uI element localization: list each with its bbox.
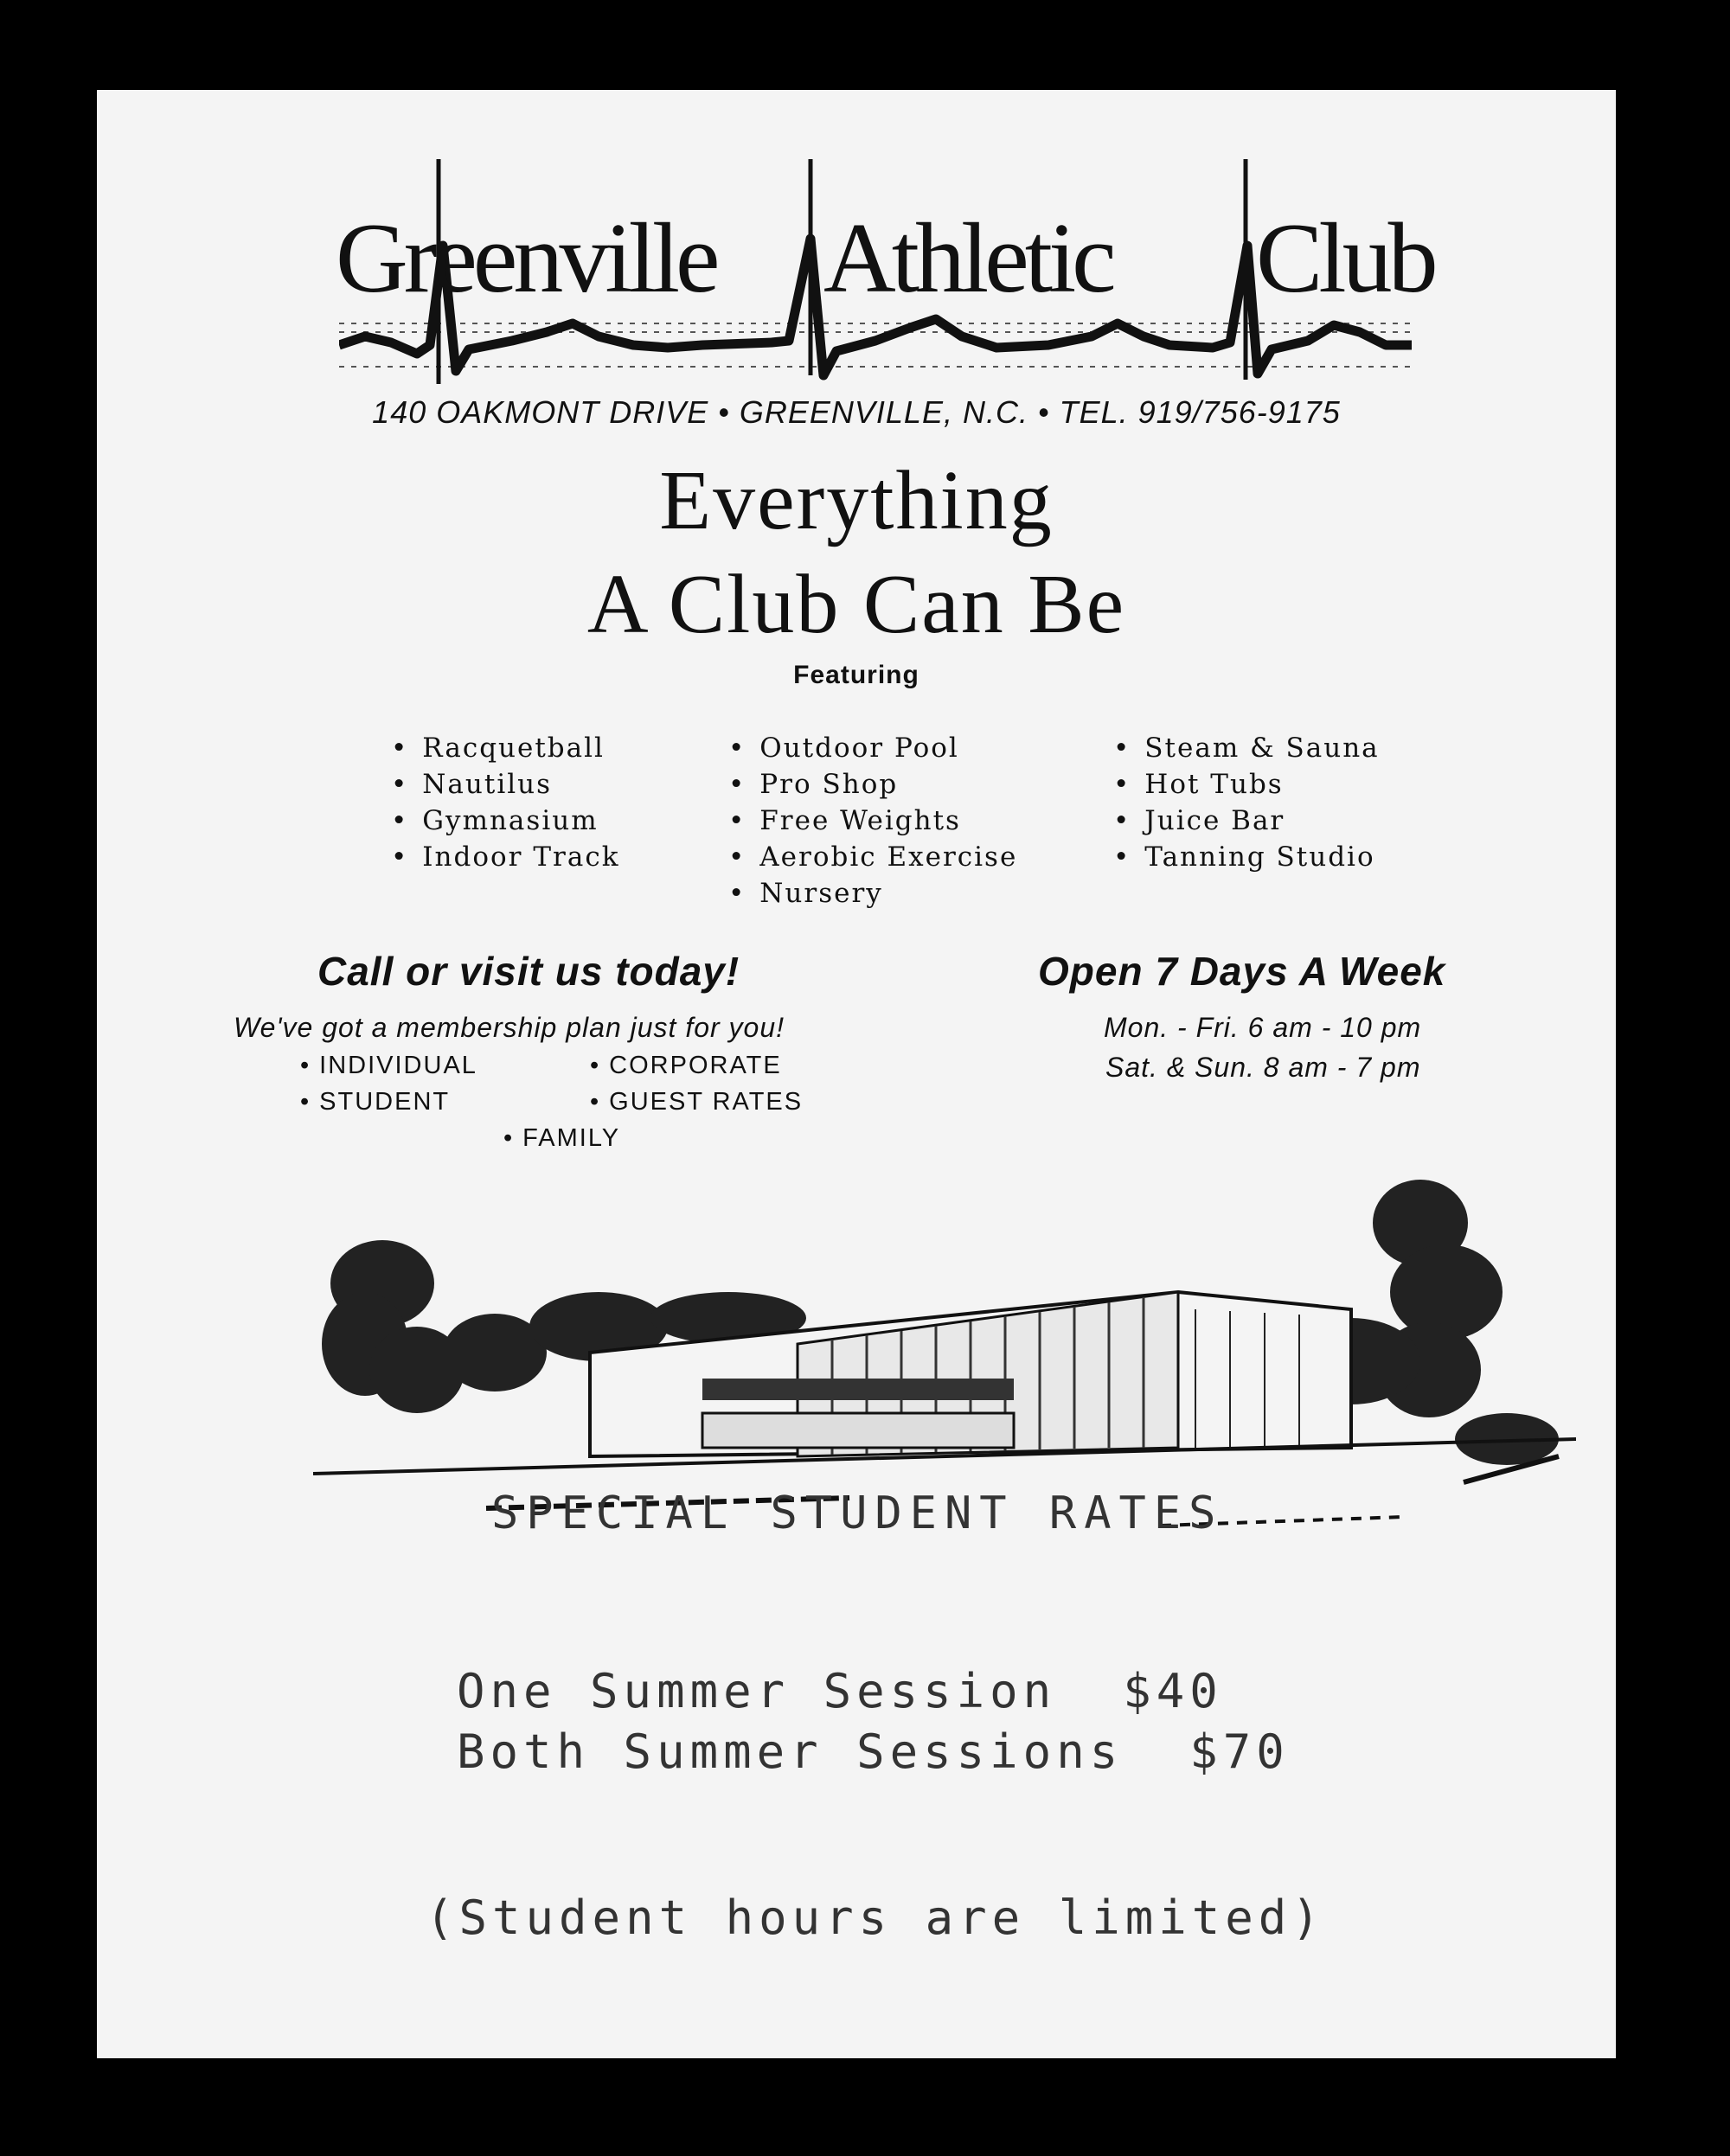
logo-word-greenville: Greenville [336,203,716,314]
features-column-2 [728,730,1017,912]
plan-item: • GUEST RATES [590,1088,803,1116]
feature-item: • Nursery [728,875,1017,912]
weekend-hours: Sat. & Sun. 8 am - 7 pm [1105,1052,1421,1083]
feature-item: • Gymnasium [391,803,619,839]
club-logo [336,159,1498,384]
feature-item: • Tanning Studio [1113,839,1380,875]
student-hours-note: (Student hours are limited) [426,1890,1325,1945]
special-rates-title: SPECIAL STUDENT RATES [491,1487,1224,1539]
club-address: 140 OAKMONT DRIVE • GREENVILLE, N.C. • TEL. 919/756-9175 [372,394,1341,430]
logo-word-athletic: Athletic [823,203,1112,314]
headline-line-2: A Club Can Be [586,558,1126,651]
feature-item: • Nautilus [391,766,619,803]
feature-item: • Racquetball [391,730,619,766]
plan-item: • CORPORATE [590,1052,782,1080]
headline-line-1: Everything [659,454,1054,547]
feature-item: • Outdoor Pool [728,730,1017,766]
plan-item: • INDIVIDUAL [300,1052,477,1080]
weekday-hours: Mon. - Fri. 6 am - 10 pm [1104,1012,1422,1043]
flyer-page [97,90,1616,2058]
feature-item: • Aerobic Exercise [728,839,1017,875]
plan-item: • FAMILY [503,1124,620,1153]
membership-subheading: We've got a membership plan just for you! [234,1012,785,1043]
feature-item: • Indoor Track [391,839,619,875]
feature-item: • Free Weights [728,803,1017,839]
call-heading: Call or visit us today! [317,949,740,994]
feature-item: • Juice Bar [1113,803,1380,839]
featuring-label: Featuring [793,661,919,689]
rate-one-session: One Summer Session $40 [457,1664,1223,1718]
rate-both-sessions: Both Summer Sessions $70 [457,1724,1290,1779]
features-column-1 [391,730,619,875]
feature-item: • Steam & Sauna [1113,730,1380,766]
feature-item: • Pro Shop [728,766,1017,803]
feature-item: • Hot Tubs [1113,766,1380,803]
features-column-3 [1113,730,1380,875]
clubhouse-illustration [313,1110,1576,1543]
logo-word-club: Club [1256,203,1434,314]
hours-heading: Open 7 Days A Week [1038,949,1446,994]
plan-item: • STUDENT [300,1088,450,1116]
